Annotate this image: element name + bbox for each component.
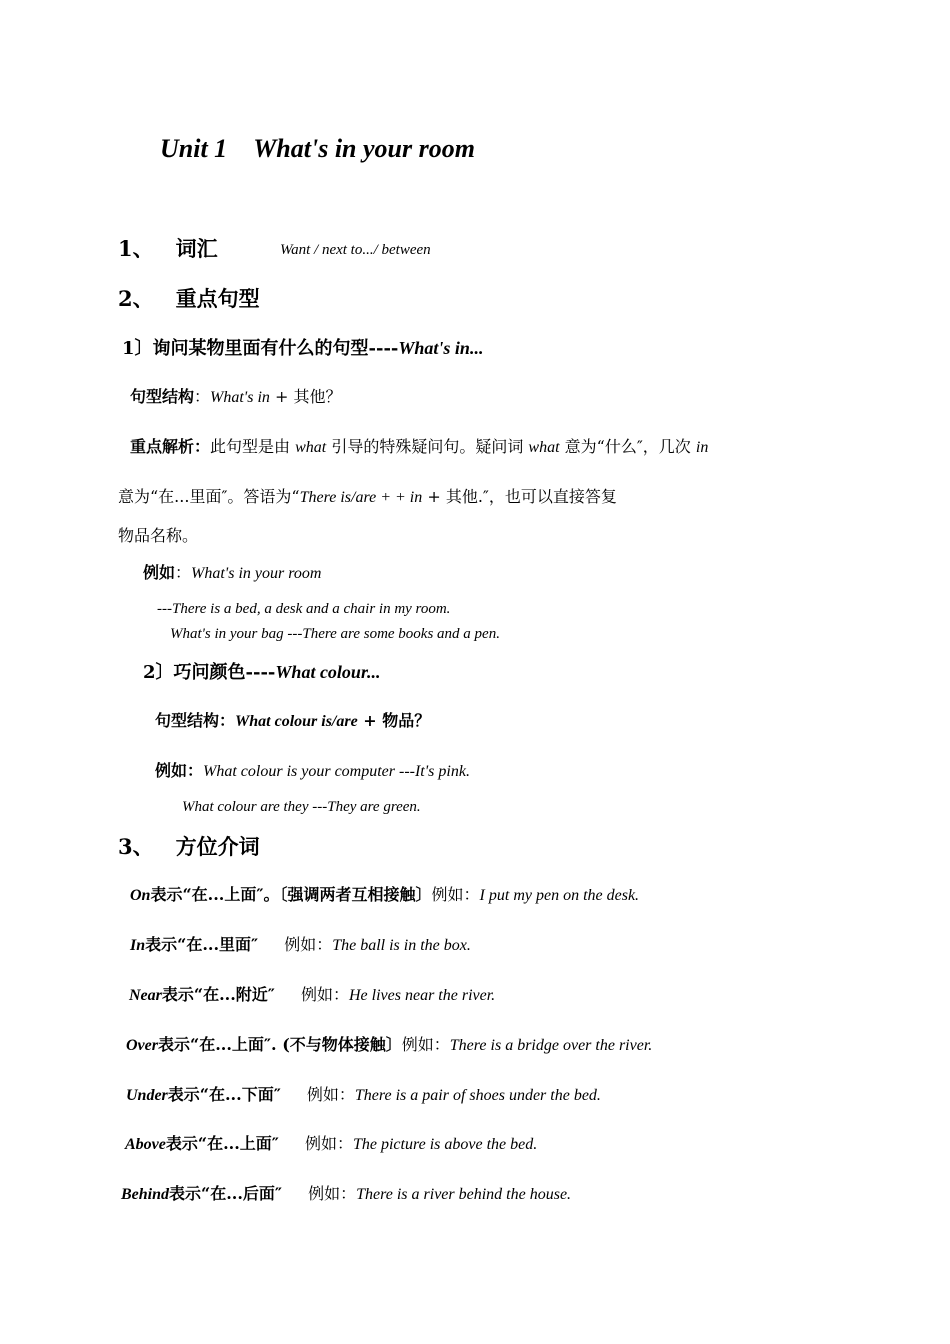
pattern-2-heading-en: What colour...: [275, 662, 381, 682]
example-label: 例如：: [401, 1035, 450, 1054]
preposition-word: On: [130, 887, 151, 904]
section-1-heading: [118, 238, 218, 259]
preposition-word: Behind: [121, 1186, 170, 1203]
analysis-text-b: 引导的特殊疑问句。疑问词: [326, 437, 529, 456]
section-label: 重点句型: [175, 286, 260, 311]
example-text: There is a pair of shoes under the bed.: [354, 1087, 601, 1104]
analysis-text-a: 此句型是由: [210, 437, 296, 456]
analysis-in: in: [695, 439, 709, 456]
pattern-2-structure: [155, 713, 430, 730]
example-sep: ：: [175, 563, 192, 582]
example-text: I put my pen on the desk.: [479, 887, 640, 904]
unit-label: Unit 1: [160, 134, 228, 163]
preposition-item: [125, 1136, 537, 1153]
preposition-meaning: 表示“在...附近″: [161, 985, 275, 1004]
example-label: 例如: [143, 563, 176, 582]
example-label: 例如：: [155, 761, 204, 780]
preposition-meaning: 表示“在...上面″: [165, 1134, 279, 1153]
example-text: There is a river behind the house.: [356, 1186, 572, 1203]
example-label: 例如：: [304, 1134, 353, 1153]
pattern-1-heading: [122, 339, 483, 358]
pattern-1-analysis-line-2: [118, 489, 617, 506]
structure-label: 句型结构: [130, 387, 195, 406]
pattern-2-heading: [143, 663, 380, 682]
analysis-what-2: what: [528, 439, 560, 456]
preposition-item: [126, 1037, 652, 1054]
preposition-item: [130, 937, 471, 954]
example-text: The picture is above the bed.: [352, 1136, 538, 1153]
preposition-meaning: 表示“在...上面″. (不与物体接触〕: [157, 1035, 402, 1054]
analysis-line2-en: There is/are + + in: [299, 489, 423, 506]
pattern-1-heading-cn: 1〕询问某物里面有什么的句型----: [122, 338, 399, 359]
pattern-1-example-1: [143, 565, 321, 582]
pattern-1-heading-en: What's in...: [398, 338, 484, 358]
example-label: 例如：: [284, 935, 333, 954]
pattern-1-example-3: What's in your bag ---There are some books and a pen.: [170, 626, 500, 642]
pattern-2-heading-cn: 2〕巧问颜色----: [143, 662, 276, 683]
pattern-1-example-2: ---There is a bed, a desk and a chair in my room.: [157, 601, 451, 617]
preposition-word: Under: [126, 1087, 168, 1104]
example-label: 例如：: [431, 885, 480, 904]
vocabulary-words: Want / next to.../ between: [280, 242, 431, 258]
preposition-item: [130, 887, 639, 904]
preposition-item: [121, 1186, 571, 1203]
analysis-line2-a: 意为“在...里面″。答语为“: [118, 487, 300, 506]
analysis-label: 重点解析：: [130, 437, 211, 456]
structure-rest: + 物品？: [357, 711, 431, 730]
example-text: What colour is your computer ---It's pink.: [203, 763, 470, 780]
example-text: What's in your room: [191, 565, 322, 582]
analysis-line2-b: + 其他.″，也可以直接答复: [422, 487, 617, 506]
example-label: 例如：: [300, 985, 349, 1004]
section-number: 1、: [118, 236, 154, 261]
example-text: The ball is in the box.: [332, 937, 471, 954]
section-3-heading: [118, 836, 260, 857]
preposition-word: Above: [125, 1136, 166, 1153]
preposition-meaning: 表示“在...上面″。〔强调两者互相接触〕: [150, 885, 432, 904]
unit-topic: What's in your room: [253, 134, 475, 163]
section-label: 词汇: [175, 236, 218, 261]
example-text: He lives near the river.: [348, 987, 496, 1004]
section-number: 2、: [118, 286, 154, 311]
example-label: 例如：: [306, 1085, 355, 1104]
structure-en: What colour is/are: [235, 713, 358, 730]
pattern-2-example-1: [155, 763, 470, 780]
pattern-1-structure: [130, 389, 342, 406]
structure-sep: ：: [194, 387, 211, 406]
section-number: 3、: [118, 834, 154, 859]
preposition-meaning: 表示“在...里面″: [145, 935, 259, 954]
structure-label: 句型结构：: [155, 711, 236, 730]
preposition-meaning: 表示“在...下面″: [167, 1085, 281, 1104]
pattern-1-analysis: [130, 439, 708, 456]
preposition-meaning: 表示“在...后面″: [169, 1184, 283, 1203]
analysis-what-1: what: [295, 439, 327, 456]
page-title: [160, 136, 475, 162]
structure-rest: + 其他？: [269, 387, 342, 406]
example-text: There is a bridge over the river.: [449, 1037, 653, 1054]
section-2-heading: [118, 288, 260, 309]
analysis-text-c: 意为“什么″，几次: [559, 437, 696, 456]
preposition-item: [126, 1087, 601, 1104]
pattern-1-analysis-line-3: 物品名称。: [118, 526, 199, 545]
example-label: 例如：: [308, 1184, 357, 1203]
preposition-item: [129, 987, 495, 1004]
preposition-word: In: [130, 937, 146, 954]
preposition-word: Over: [126, 1037, 158, 1054]
section-label: 方位介词: [175, 834, 260, 859]
preposition-word: Near: [129, 987, 162, 1004]
structure-en: What's in: [210, 389, 270, 406]
pattern-2-example-2: What colour are they ---They are green.: [182, 799, 421, 815]
